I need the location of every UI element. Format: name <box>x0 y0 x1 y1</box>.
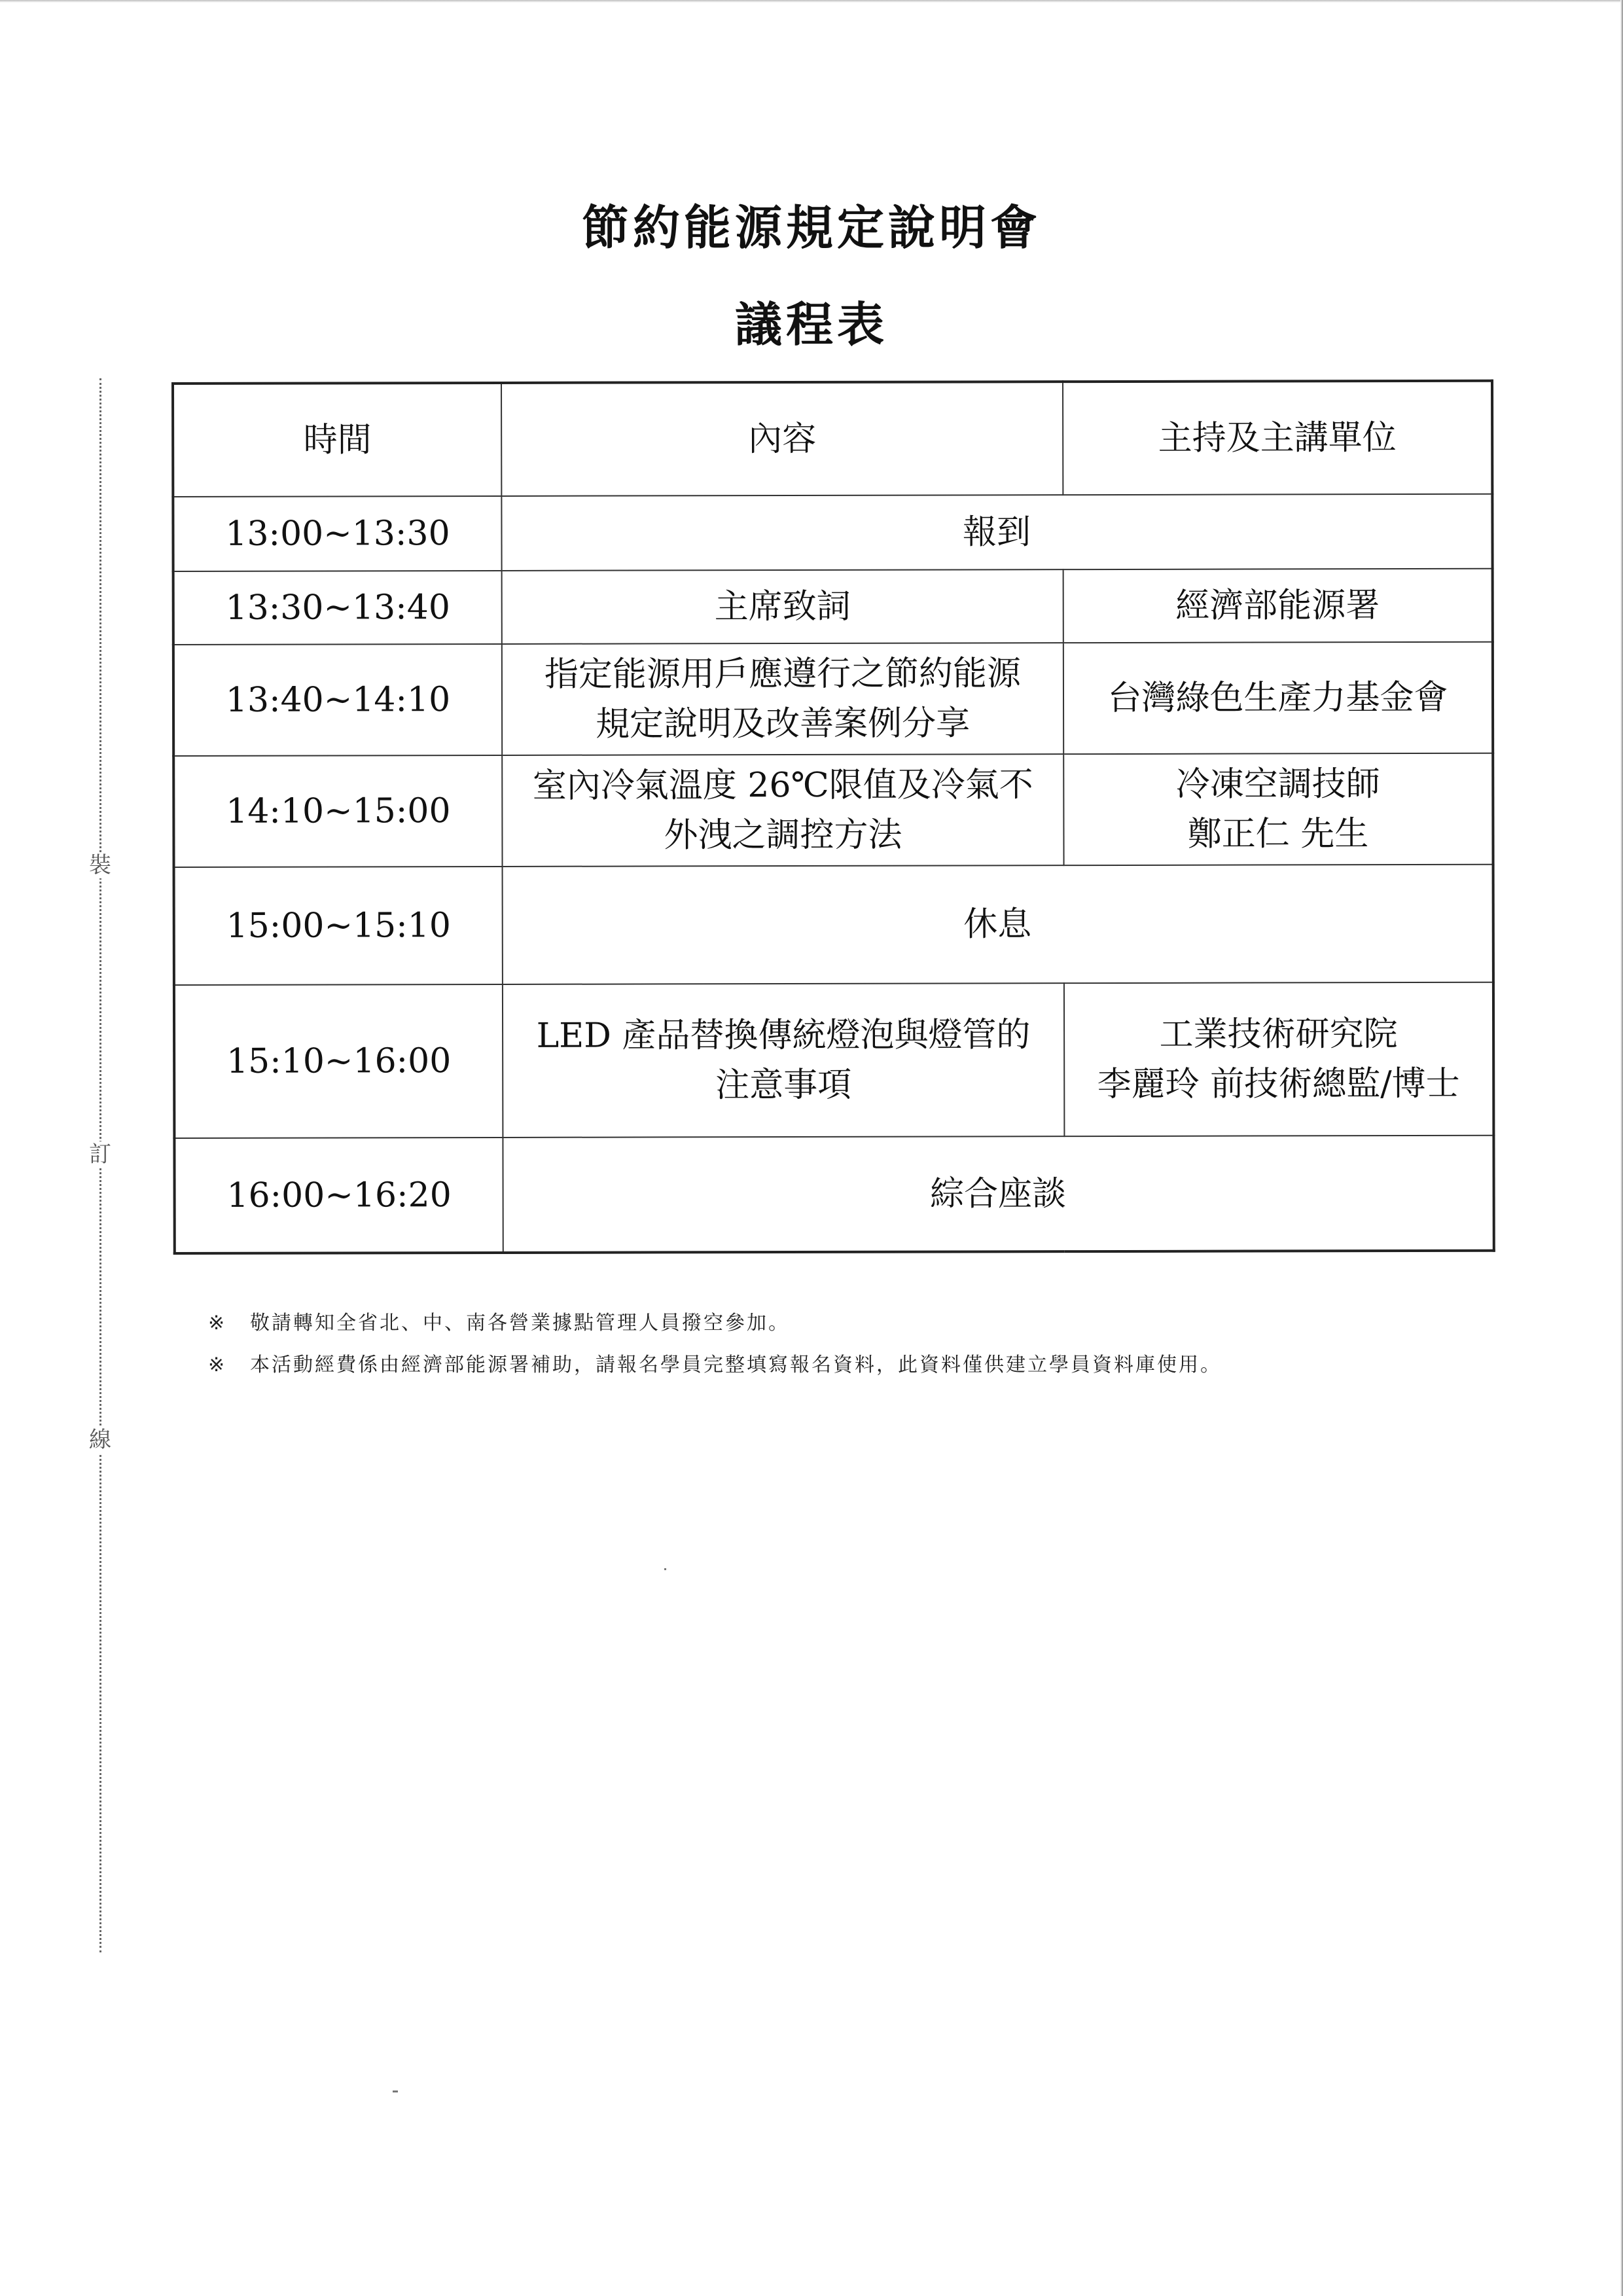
table-header-row <box>173 381 1492 497</box>
row-content-line: 指定能源用戶應遵行之節約能源 <box>544 654 1021 694</box>
binding-mark-xian: 線 <box>89 1427 111 1453</box>
row-content <box>502 754 1063 867</box>
note-text: 敬請轉知全省北、中、南各營業據點管理人員撥空參加。 <box>250 1312 790 1335</box>
row-host-line: 工業技術研究院 <box>1159 1014 1398 1054</box>
row-host-line: 台灣綠色生產力基金會 <box>1107 677 1448 719</box>
table-row <box>173 494 1492 571</box>
row-content-line: 主席致詞 <box>714 586 851 627</box>
row-content <box>501 494 1492 571</box>
scan-speck <box>393 2090 398 2092</box>
row-content-line: 綜合座談 <box>930 1174 1067 1214</box>
row-content-line: 休息 <box>963 905 1032 944</box>
row-host-line: 經濟部能源署 <box>1175 586 1380 626</box>
table-row <box>173 569 1493 645</box>
document-subtitle: 議程表 <box>734 296 888 352</box>
table-row <box>174 865 1493 985</box>
table-row <box>174 982 1493 1138</box>
note-mark: ※ <box>208 1312 227 1335</box>
row-content-line: 規定說明及改善案例分享 <box>596 704 971 744</box>
header-content: 內容 <box>501 382 1063 496</box>
row-host-line: 冷凍空調技師 <box>1175 764 1380 804</box>
note-item <box>208 1344 1222 1386</box>
row-content-line: 室內冷氣溫度 26℃限值及冷氣不 <box>532 765 1033 806</box>
row-host <box>1064 982 1493 1136</box>
table-row <box>173 753 1493 867</box>
row-time: 13:30~13:40 <box>173 571 502 645</box>
scan-edge-top <box>0 0 1623 3</box>
row-host <box>1063 569 1493 643</box>
row-content <box>502 643 1063 755</box>
row-content <box>503 1136 1493 1253</box>
row-host-line: 鄭正仁 先生 <box>1187 814 1369 854</box>
row-content-line: LED 產品替換傳統燈泡與燈管的 <box>536 1015 1031 1056</box>
row-time: 13:40~14:10 <box>173 644 502 756</box>
row-time: 13:00~13:30 <box>173 496 501 571</box>
row-content <box>503 983 1064 1138</box>
binding-mark-zhuang: 裝 <box>89 852 111 878</box>
row-host-line: 李麗玲 前技術總監/博士 <box>1097 1064 1460 1105</box>
row-host <box>1063 753 1493 865</box>
row-content-line: 外洩之調控方法 <box>664 815 902 855</box>
table-row <box>173 642 1493 756</box>
row-content <box>502 569 1063 644</box>
row-time: 15:10~16:00 <box>174 984 503 1138</box>
scan-speck <box>664 1568 666 1570</box>
header-time: 時間 <box>173 383 501 497</box>
header-host: 主持及主講單位 <box>1063 381 1492 495</box>
notes-section <box>208 1302 1222 1386</box>
row-content-line: 報到 <box>962 512 1031 552</box>
binding-mark-ding: 訂 <box>89 1141 111 1168</box>
row-content-line: 注意事項 <box>715 1065 852 1105</box>
row-host <box>1063 642 1493 754</box>
table-row <box>174 1136 1493 1253</box>
row-time: 14:10~15:00 <box>173 755 502 867</box>
row-time: 15:00~15:10 <box>174 867 503 985</box>
document-title: 節約能源規定說明會 <box>581 200 1041 255</box>
row-time: 16:00~16:20 <box>174 1138 503 1253</box>
row-content <box>503 865 1493 984</box>
note-item <box>208 1302 1222 1344</box>
note-mark: ※ <box>208 1354 227 1376</box>
agenda-table <box>171 380 1495 1255</box>
note-text: 本活動經費係由經濟部能源署補助，請報名學員完整填寫報名資料，此資料僅供建立學員資料庫使用。 <box>250 1354 1222 1376</box>
